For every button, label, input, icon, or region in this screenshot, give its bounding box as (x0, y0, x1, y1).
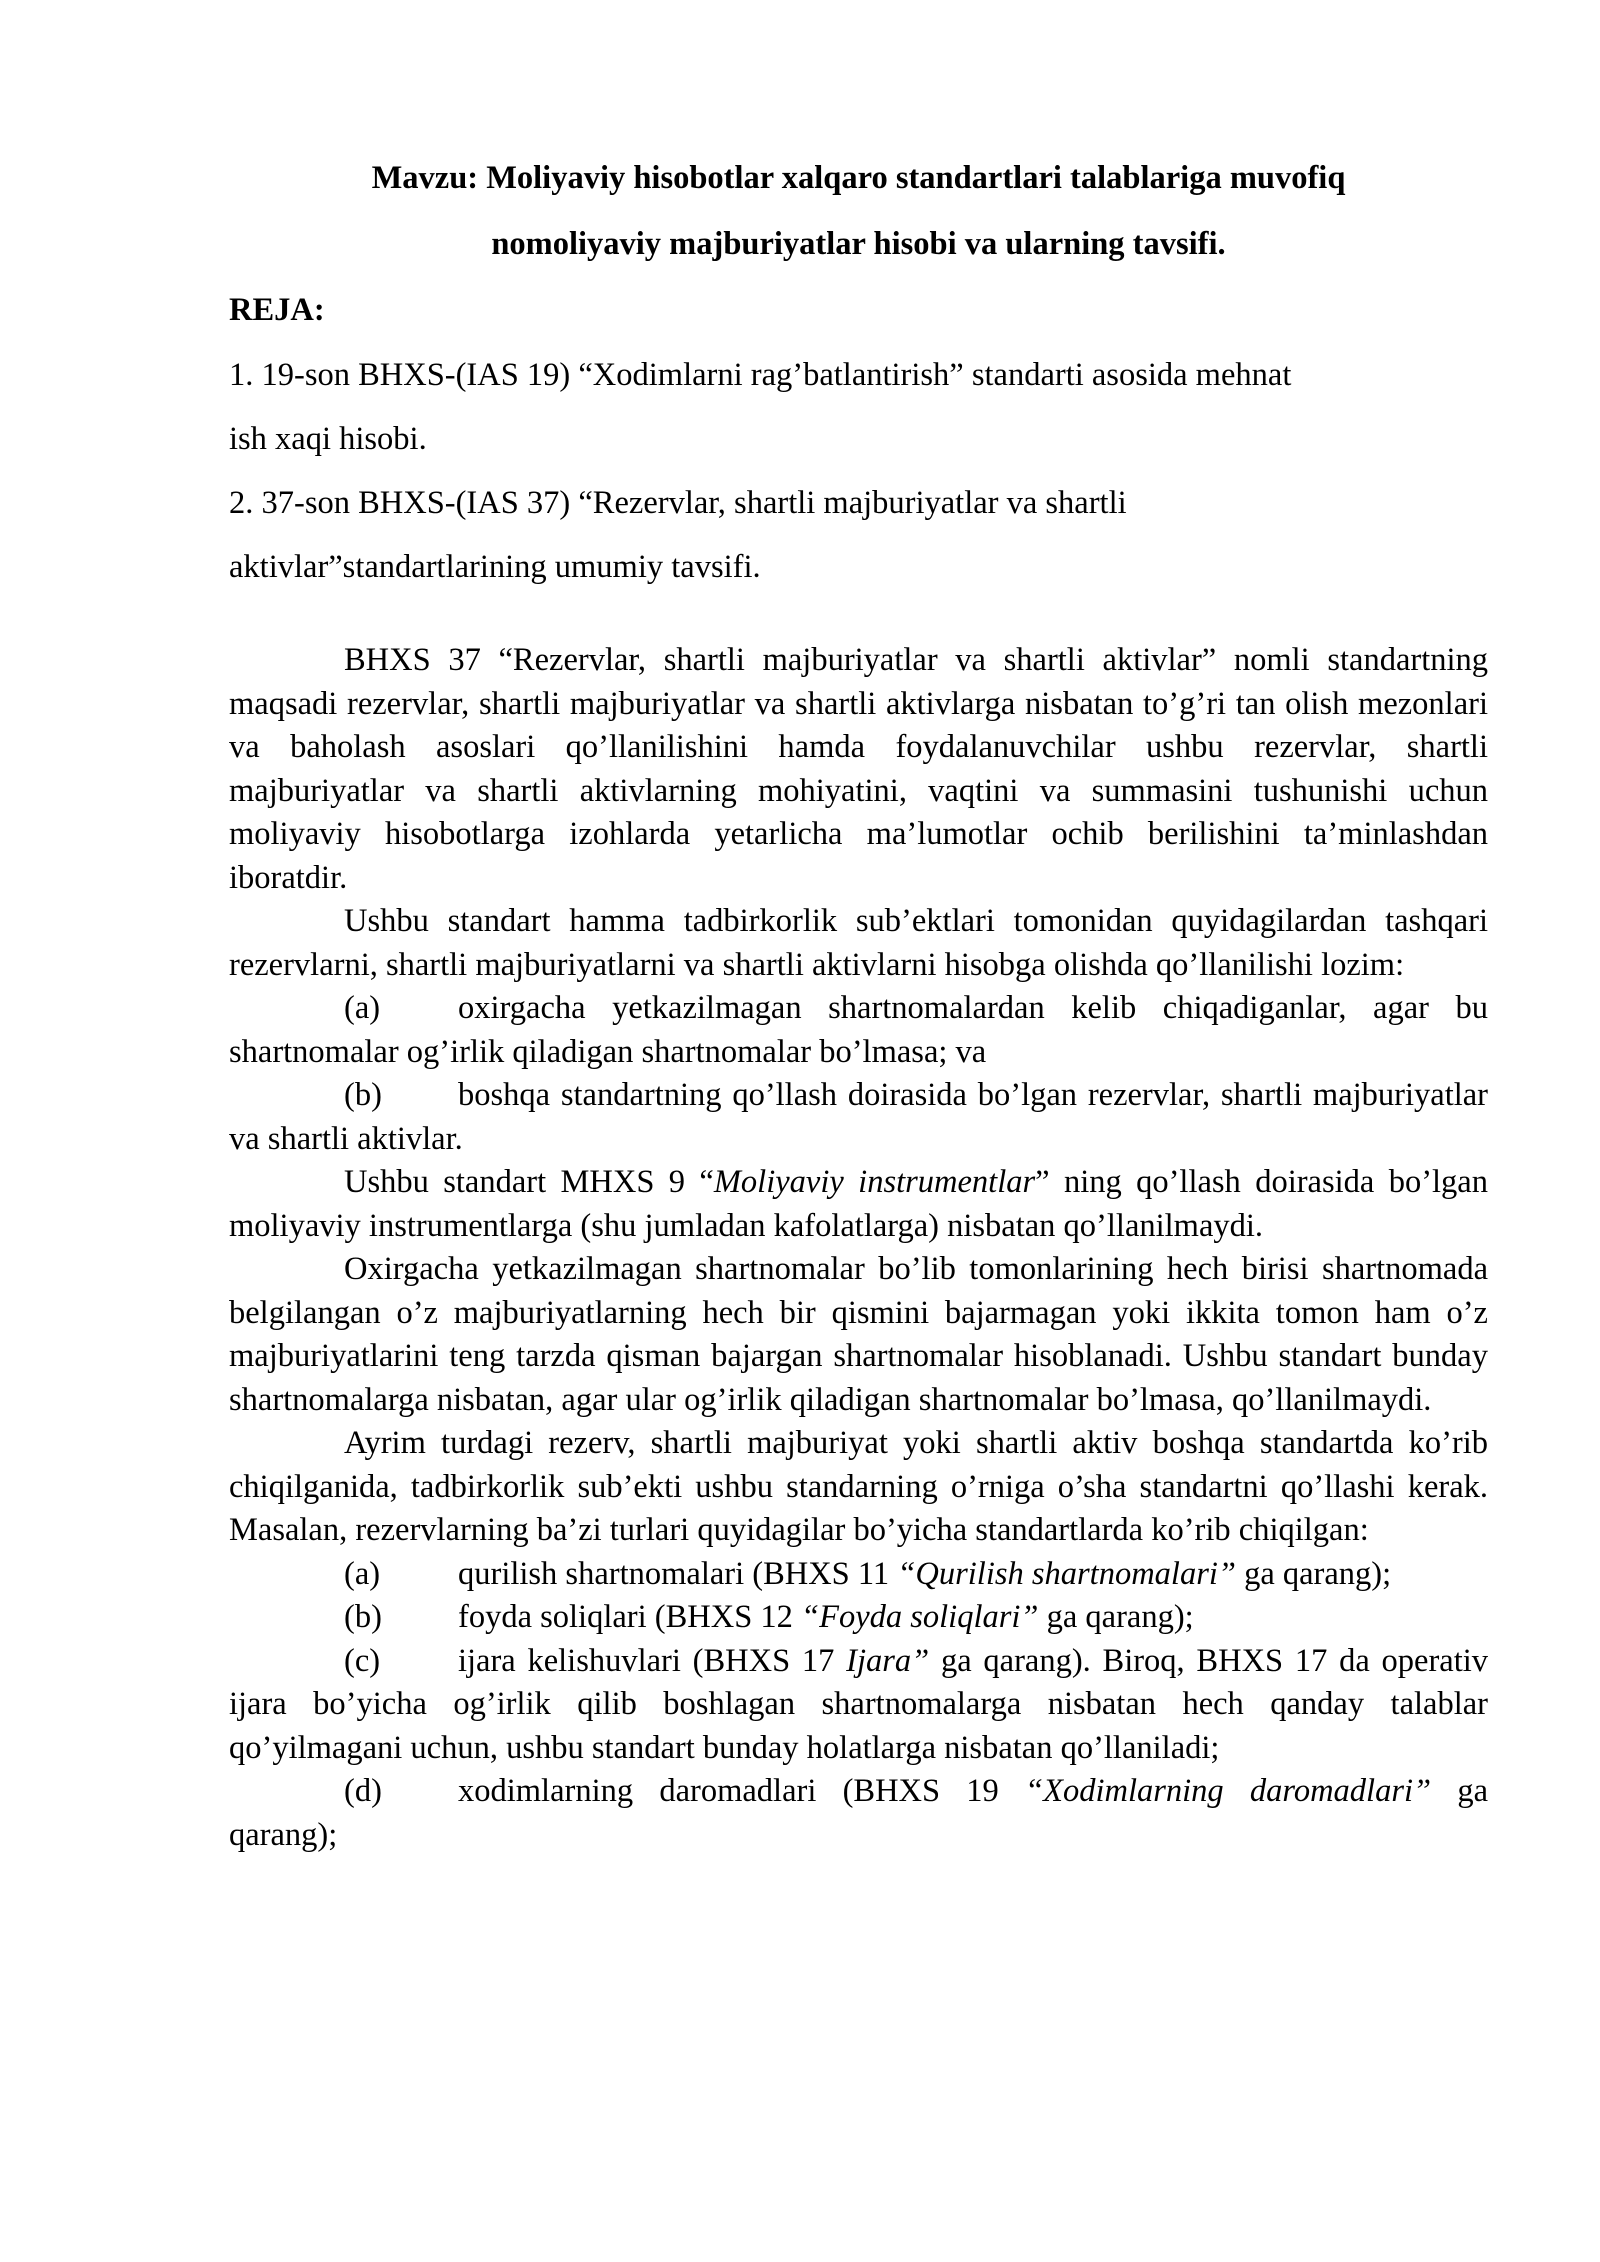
document-body (229, 639, 1488, 1857)
text-run: ga qarang); (1235, 1555, 1392, 1592)
document-title-line-1: Mavzu: Moliyaviy hisobotlar xalqaro standartlari talablariga muvofiq (371, 160, 1346, 196)
paragraph-scope: Ushbu standart hamma tadbirkorlik sub’ektlari tomonidan quyidagilardan tashqari rezervlarni, shartli majburiyatlarni va shartli aktivlarni hisobga olishda qo’llanilishi lozim: (229, 903, 1488, 983)
text-run: qurilish shartnomalari (BHXS 11 (458, 1555, 898, 1592)
plan-item-1-line-1: 1. 19-son BHXS-(IAS 19) “Xodimlarni rag’batlantirish” standarti asosida mehnat (229, 357, 1292, 393)
italic-standard-name: Moliyaviy instrumentlar (713, 1164, 1036, 1200)
paragraph-financial-instruments (229, 1161, 1488, 1248)
text-run: xodimlarning daromadlari (BHXS 19 (458, 1773, 1026, 1809)
list-marker: (d) (344, 1773, 382, 1809)
plan-list (229, 343, 1488, 599)
text-run: ga qarang). Biroq, BHXS 17 da operativ ijara bo’yicha og’irlik qilib boshlagan shartnomalarga nisbatan hech qanday talablar qo’yilmagani uchun, ushbu standart bunday holatlarga nisbatan qo’llaniladi; (229, 1642, 1489, 1766)
italic-standard-name: “Qurilish shartnomalari” (897, 1555, 1236, 1592)
italic-standard-name: “Foyda soliqlari” (801, 1599, 1039, 1635)
plan-item-1-line-2: ish xaqi hisobi. (229, 421, 427, 457)
document-page (229, 145, 1488, 1857)
document-title-line-2: nomoliyaviy majburiyatlar hisobi va ularning tavsifi. (491, 226, 1226, 262)
paragraph-other-standards: Ayrim turdagi rezerv, shartli majburiyat yoki shartli aktiv boshqa standartda ko’rib chiqilganida, tadbirkorlik sub’ekti ushbu standarning o’rniga o’sha standartni qo’llashi kerak. Masalan, rezervlarning ba’zi turlari quyidagilar bo’yicha standartlarda ko’rib chiqilgan: (229, 1425, 1488, 1548)
list-marker: (a) (344, 1555, 381, 1592)
standards-item-b (229, 1596, 1488, 1640)
list-item-text: boshqa standartning qo’llash doirasida bo’lgan rezervlar, shartli majburiyatlar va shartli aktivlar. (229, 1077, 1488, 1157)
text-run: ijara kelishuvlari (BHXS 17 (458, 1642, 847, 1679)
italic-standard-name: “Xodimlarning daromadlari” (1025, 1773, 1432, 1809)
paragraph-purpose: BHXS 37 “Rezervlar, shartli majburiyatlar va shartli aktivlar” nomli standartning maqsadi rezervlar, shartli majburiyatlar va shartli aktivlarga nisbatan to’g’ri tan olish mezonlari va baholash asoslari qo’llanilishini hamda foydalanuvchilar ushbu rezervlar, shartli majburiyatlar va shartli aktivlarning mohiyatini, vaqtini va summasini tushunishi uchun moliyaviy hisobotlarga izohlarda yetarlicha ma’lumotlar ochib berilishini ta’minlashdan iboratdir. (229, 642, 1488, 896)
standards-item-a (229, 1553, 1488, 1597)
text-run: foyda soliqlari (BHXS 12 (458, 1599, 802, 1635)
plan-item-2-line-2: aktivlar”standartlarining umumiy tavsifi. (229, 549, 761, 585)
paragraph-executory-contracts: Oxirgacha yetkazilmagan shartnomalar bo’lib tomonlarining hech birisi shartnomada belgilangan o’z majburiyatlarning hech bir qismini bajarmagan yoki ikkita tomon ham o’z majburiyatlarini teng tarzda qisman bajargan shartnomalar hisoblanadi. Ushbu standart bunday shartnomalarga nisbatan, agar ular og’irlik qiladigan shartnomalar bo’lmasa, qo’llanilmaydi. (229, 1251, 1488, 1418)
list-item-text: oxirgacha yetkazilmagan shartnomalardan kelib chiqadiganlar, agar bu shartnomalar og’irlik qiladigan shartnomalar bo’lmasa; va (229, 990, 1488, 1070)
list-marker: (b) (344, 1599, 382, 1635)
standards-item-c (229, 1640, 1488, 1771)
list-marker: (a) (344, 990, 381, 1026)
standards-item-d (229, 1770, 1488, 1857)
text-run: ga qarang); (1038, 1599, 1194, 1635)
list-marker: (b) (344, 1077, 382, 1113)
plan-item-2-line-1: 2. 37-son BHXS-(IAS 37) “Rezervlar, shartli majburiyatlar va shartli (229, 485, 1127, 521)
plan-heading: REJA: (229, 292, 325, 328)
text-run: ” ning qo’llash doirasida bo’lgan moliyaviy instrumentlarga (shu jumladan kafolatlarga) nisbatan qo’llanilmaydi. (229, 1164, 1488, 1244)
list-marker: (c) (344, 1642, 381, 1679)
scope-item-b (229, 1074, 1488, 1161)
scope-item-a (229, 987, 1488, 1074)
text-run: ga qarang); (229, 1773, 1488, 1853)
text-run: Ushbu standart MHXS 9 “ (344, 1164, 714, 1200)
italic-standard-name: Ijara” (846, 1642, 930, 1679)
